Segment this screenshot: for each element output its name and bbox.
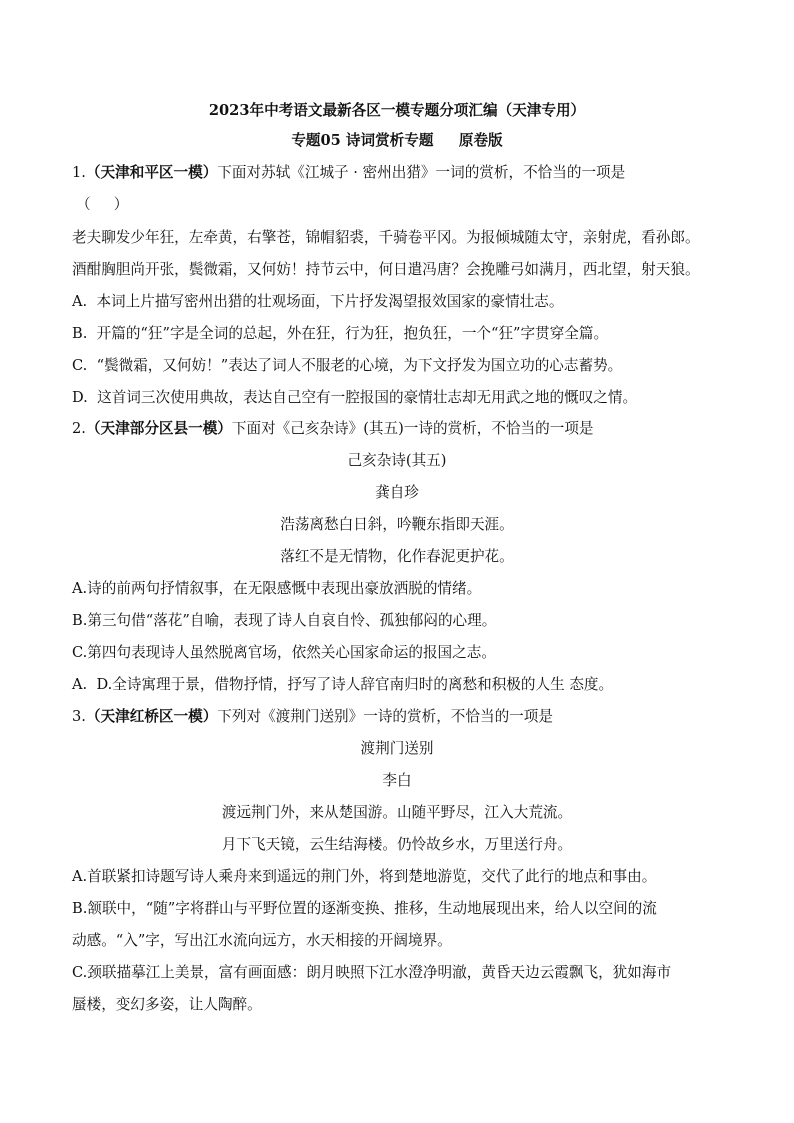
q3-option-b-line-1: B.颔联中，“随”字将群山与平野位置的逐渐变换、推移，生动地展现出来，给人以空间的流 [72, 900, 657, 917]
q3-poem-line-2: 月下飞天镜，云生结海楼。仍怜故乡水，万里送行舟。 [221, 836, 573, 853]
q2-option-a: A.诗的前两句抒情叙事，在无限感慨中表现出豪放洒脱的情绪。 [72, 580, 482, 597]
doc-subtitle: 专题05 诗词赏析专题 原卷版 [291, 132, 503, 149]
q3-option-a: A.首联紧扣诗题写诗人乘舟来到遥远的荆门外，将到楚地游览，交代了此行的地点和事由。 [72, 868, 657, 885]
q2-option-c: C.第四句表现诗人虽然脱离官场，依然关心国家命运的报国之志。 [72, 644, 496, 661]
q1-source: （天津和平区一模） [85, 164, 218, 181]
q3-stem: 下列对《渡荆门送别》一诗的赏析，不恰当的一项是 [217, 708, 553, 725]
q2-number: 2. [72, 420, 86, 437]
q2-stem: 下面对《己亥杂诗》(其五)一诗的赏析，不恰当的一项是 [231, 420, 594, 437]
q2-poem-title: 己亥杂诗(其五) [347, 452, 447, 469]
q3-poem-line-1: 渡远荆门外，来从楚国游。山随平野尽，江入大荒流。 [221, 804, 573, 821]
q1-option-c: C. “鬓微霜，又何妨！”表达了词人不服老的心境，为下文抒发为国立功的心志蓄势。 [72, 357, 623, 374]
doc-title: 2023年中考语文最新各区一模专题分项汇编（天津专用） [208, 102, 586, 119]
q2-option-d: A. D.全诗寓理于景，借物抒情，抒写了诗人辞官南归时的离愁和积极的人生 态度。 [72, 676, 614, 693]
q3-poem-author: 李白 [382, 772, 412, 789]
q2-option-b: B.第三句借“落花”自喻，表现了诗人自哀自怜、孤独郁闷的心理。 [72, 612, 497, 629]
q3-poem-title: 渡荆门送别 [360, 740, 434, 757]
q3-stem-line [72, 707, 732, 727]
q1-stem-line [72, 163, 732, 183]
q1-option-b: B. 开篇的“狂”字是全词的总起，外在狂，行为狂，抱负狂，一个“狂”字贯穿全篇。 [72, 325, 609, 342]
q1-number: 1. [72, 164, 86, 181]
q2-poem-line-1: 浩荡离愁白日斜，吟鞭东指即天涯。 [280, 516, 514, 533]
q3-option-c-line-1: C.颈联描摹江上美景，富有画面感：朗月映照下江水澄净明澈，黄昏天边云霞飘飞，犹如海市 [72, 964, 672, 981]
q1-answer-blank: （ ） [76, 196, 129, 213]
q3-option-b-line-2: 动感。“入”字，写出江水流向远方，水天相接的开阔境界。 [72, 932, 452, 949]
q1-poem-line-1: 老夫聊发少年狂，左牵黄，右擎苍，锦帽貂裘，千骑卷平冈。为报倾城随太守，亲射虎，看孙郎。 [72, 229, 700, 246]
q1-stem: 下面对苏轼《江城子 · 密州出猎》一词的赏析，不恰当的一项是 [217, 164, 626, 181]
q2-poem-line-2: 落红不是无情物，化作春泥更护花。 [280, 548, 514, 565]
q2-stem-line [72, 419, 732, 439]
q1-option-a: A. 本词上片描写密州出猎的壮观场面，下片抒发渴望报效国家的豪情壮志。 [72, 293, 564, 310]
q2-poem-author: 龚自珍 [375, 484, 419, 501]
q3-number: 3. [72, 708, 86, 725]
q2-source: （天津部分区县一模） [85, 420, 232, 437]
q1-option-d: D. 这首词三次使用典故，表达自己空有一腔报国的豪情壮志却无用武之地的慨叹之情。 [72, 389, 638, 406]
q3-option-c-line-2: 蜃楼，变幻多姿，让人陶醉。 [72, 996, 262, 1013]
q3-source: （天津红桥区一模） [85, 708, 218, 725]
q1-poem-line-2: 酒酣胸胆尚开张，鬓微霜，又何妨！持节云中，何日遣冯唐？会挽雕弓如满月，西北望，射天狼。 [72, 261, 700, 278]
